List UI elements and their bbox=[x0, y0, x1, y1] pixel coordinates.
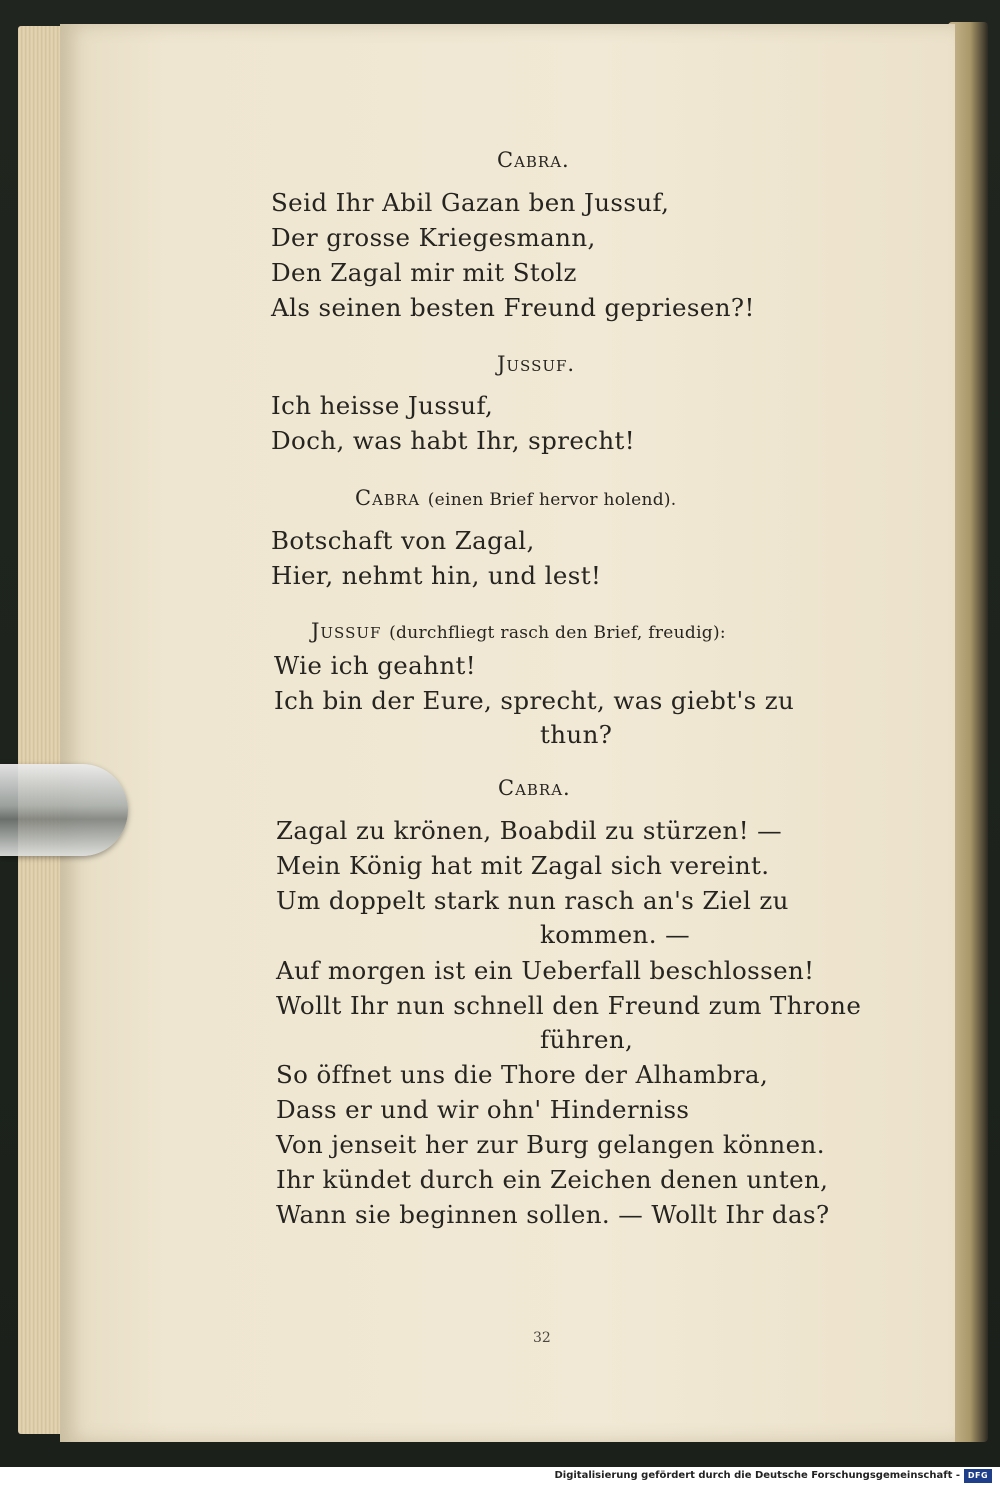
verse-line: Botschaft von Zagal, bbox=[271, 526, 535, 555]
verse-line: Von jenseit her zur Burg gelangen können. bbox=[276, 1130, 825, 1159]
verse-line: Ihr kündet durch ein Zeichen denen unten, bbox=[276, 1165, 829, 1194]
verse-line-continuation: kommen. — bbox=[540, 920, 691, 949]
verse-line: Um doppelt stark nun rasch an's Ziel zu bbox=[276, 886, 789, 915]
verse-line: Ich heisse Jussuf, bbox=[271, 391, 494, 420]
speaker-jussuf bbox=[311, 619, 726, 643]
book-page bbox=[60, 24, 955, 1442]
verse-line: Wollt Ihr nun schnell den Freund zum Throne bbox=[276, 991, 862, 1020]
verse-line: Hier, nehmt hin, und lest! bbox=[271, 561, 602, 590]
verse-line: Zagal zu krönen, Boabdil zu stürzen! — bbox=[276, 816, 783, 845]
stage-direction: (durchfliegt rasch den Brief, freudig): bbox=[389, 623, 726, 643]
verse-line: Seid Ihr Abil Gazan ben Jussuf, bbox=[271, 188, 670, 217]
page-number: 32 bbox=[533, 1330, 551, 1346]
verse-line: Wie ich geahnt! bbox=[274, 651, 477, 680]
speaker-name: Cabra bbox=[355, 486, 421, 510]
dfg-logo: DFG bbox=[964, 1469, 992, 1483]
speaker-cabra bbox=[355, 486, 677, 510]
speaker-cabra: Cabra. bbox=[498, 776, 571, 800]
verse-line: Dass er und wir ohn' Hinderniss bbox=[276, 1095, 690, 1124]
verse-line: So öffnet uns die Thore der Alhambra, bbox=[276, 1060, 769, 1089]
verse-line: Den Zagal mir mit Stolz bbox=[271, 258, 577, 287]
verse-line-continuation: thun? bbox=[540, 720, 613, 749]
speaker-jussuf: Jussuf. bbox=[497, 352, 576, 376]
stage-direction: (einen Brief hervor holend). bbox=[427, 490, 677, 510]
page-clip bbox=[0, 764, 128, 856]
verse-line: Wann sie beginnen sollen. — Wollt Ihr das? bbox=[276, 1200, 830, 1229]
funding-credit: Digitalisierung gefördert durch die Deutsche Forschungsgemeinschaft - bbox=[554, 1470, 960, 1481]
verse-line: Mein König hat mit Zagal sich vereint. bbox=[276, 851, 770, 880]
verse-line: Ich bin der Eure, sprecht, was giebt's zu bbox=[274, 686, 795, 715]
speaker-name: Jussuf bbox=[311, 619, 382, 643]
verse-line-continuation: führen, bbox=[540, 1025, 634, 1054]
verse-line: Als seinen besten Freund gepriesen?! bbox=[271, 293, 755, 322]
verse-line: Doch, was habt Ihr, sprecht! bbox=[271, 426, 636, 455]
verse-line: Auf morgen ist ein Ueberfall beschlossen! bbox=[276, 956, 815, 985]
verse-line: Der grosse Kriegesmann, bbox=[271, 223, 596, 252]
speaker-cabra: Cabra. bbox=[497, 148, 570, 172]
